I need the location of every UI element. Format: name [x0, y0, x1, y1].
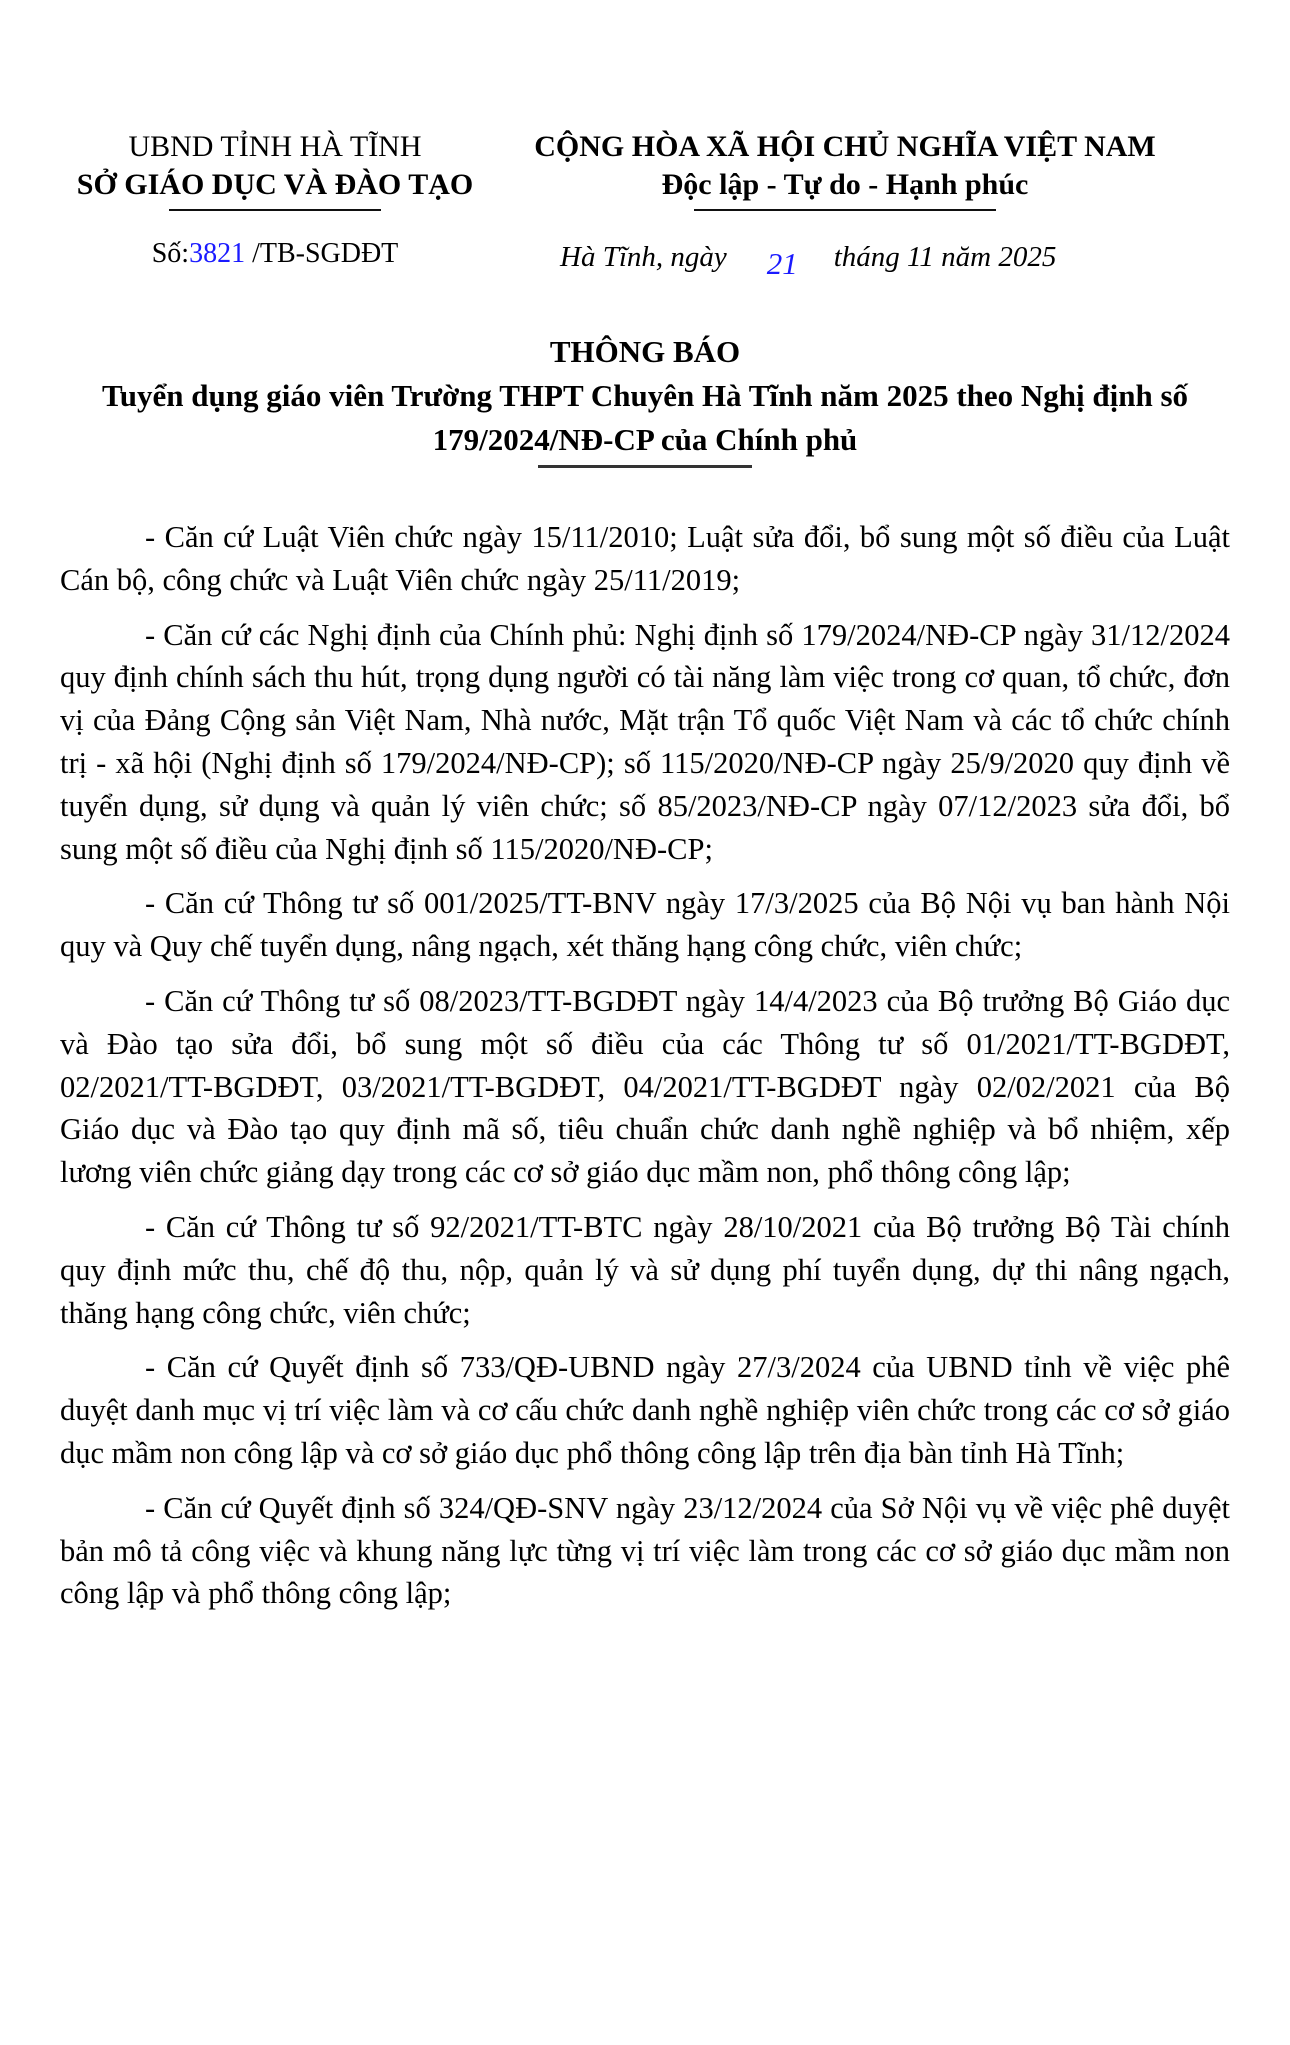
- doc-number-value: 3821: [189, 238, 246, 269]
- nation-line-2: Độc lập - Tự do - Hạnh phúc: [661, 168, 1029, 201]
- title-underline: [538, 465, 752, 468]
- issuing-agency: [62, 128, 488, 211]
- legal-basis-paragraph: - Căn cứ Thông tư số 08/2023/TT-BGDĐT ngày 14/4/2023 của Bộ trưởng Bộ Giáo dục và Đào tạo sửa đổi, bổ sung một số điều của các Thông tư số 01/2021/TT-BGDĐT, 02/2021/TT-BGDĐT, 03/2021/TT-BGDĐT, 04/2021/TT-BGDĐT ngày 02/02/2021 của Bộ Giáo dục và Đào tạo quy định mã số, tiêu chuẩn chức danh nghề nghiệp và bổ nhiệm, xếp lương viên chức giảng dạy trong các cơ sở giáo dục mầm non, phổ thông công lập;: [60, 983, 1230, 1190]
- document-title: [60, 330, 1230, 468]
- nation-line-1: CỘNG HÒA XÃ HỘI CHỦ NGHĨA VIỆT NAM: [534, 130, 1156, 163]
- legal-basis-paragraph: - Căn cứ Quyết định số 733/QĐ-UBND ngày 27/3/2024 của UBND tỉnh về việc phê duyệt danh mục vị trí việc làm và cơ cấu chức danh nghề nghiệp viên chức trong các cơ sở giáo dục mầm non công lập và cơ sở giáo dục phổ thông công lập trên địa bàn tỉnh Hà Tĩnh;: [60, 1350, 1230, 1470]
- title-heading: THÔNG BÁO: [549, 334, 741, 369]
- doc-number-suffix: /TB-SGDĐT: [245, 238, 399, 269]
- national-motto: [490, 128, 1200, 211]
- document-number: [62, 238, 488, 270]
- legal-basis-paragraph: - Căn cứ các Nghị định của Chính phủ: Nghị định số 179/2024/NĐ-CP ngày 31/12/2024 quy định chính sách thu hút, trọng dụng người có tài năng làm việc trong cơ quan, tổ chức, đơn vị của Đảng Cộng sản Việt Nam, Nhà nước, Mặt trận Tổ quốc Việt Nam và các tổ chức chính trị - xã hội (Nghị định số 179/2024/NĐ-CP); số 115/2020/NĐ-CP ngày 25/9/2020 quy định về tuyển dụng, sử dụng và quản lý viên chức; số 85/2023/NĐ-CP ngày 07/12/2023 sửa đổi, bổ sung một số điều của Nghị định số 115/2020/NĐ-CP;: [60, 617, 1230, 866]
- legal-basis-paragraph: - Căn cứ Thông tư số 001/2025/TT-BNV ngày 17/3/2025 của Bộ Nội vụ ban hành Nội quy và Quy chế tuyển dụng, nâng ngạch, xét thăng hạng công chức, viên chức;: [60, 886, 1230, 964]
- agency-line-1: UBND TỈNH HÀ TĨNH: [128, 130, 422, 163]
- agency-line-2: SỞ GIÁO DỤC VÀ ĐÀO TẠO: [76, 168, 474, 201]
- agency-underline: [169, 209, 381, 211]
- date-prefix: Hà Tĩnh, ngày: [560, 241, 727, 273]
- issue-date: [560, 238, 1160, 281]
- doc-number-prefix: Số:: [151, 238, 190, 269]
- title-subtitle: Tuyển dụng giáo viên Trường THPT Chuyên Hà Tĩnh năm 2025 theo Nghị định số 179/2024/NĐ-CP của Chính phủ: [101, 378, 1189, 457]
- motto-underline: [694, 209, 996, 211]
- legal-basis-paragraph: - Căn cứ Quyết định số 324/QĐ-SNV ngày 23/12/2024 của Sở Nội vụ về việc phê duyệt bản mô tả công việc và khung năng lực từng vị trí việc làm trong các cơ sở giáo dục mầm non công lập và phổ thông công lập;: [60, 1490, 1230, 1611]
- date-day: 21: [766, 246, 798, 281]
- document-body: [60, 516, 1230, 1627]
- legal-basis-paragraph: - Căn cứ Luật Viên chức ngày 15/11/2010; Luật sửa đổi, bổ sung một số điều của Luật Cán bộ, công chức và Luật Viên chức ngày 25/11/2019;: [60, 520, 1230, 597]
- legal-basis-paragraph: - Căn cứ Thông tư số 92/2021/TT-BTC ngày 28/10/2021 của Bộ trưởng Bộ Tài chính quy định mức thu, chế độ thu, nộp, quản lý và sử dụng phí tuyển dụng, dự thi nâng ngạch, thăng hạng công chức, viên chức;: [60, 1209, 1230, 1330]
- date-suffix: tháng 11 năm 2025: [833, 241, 1057, 273]
